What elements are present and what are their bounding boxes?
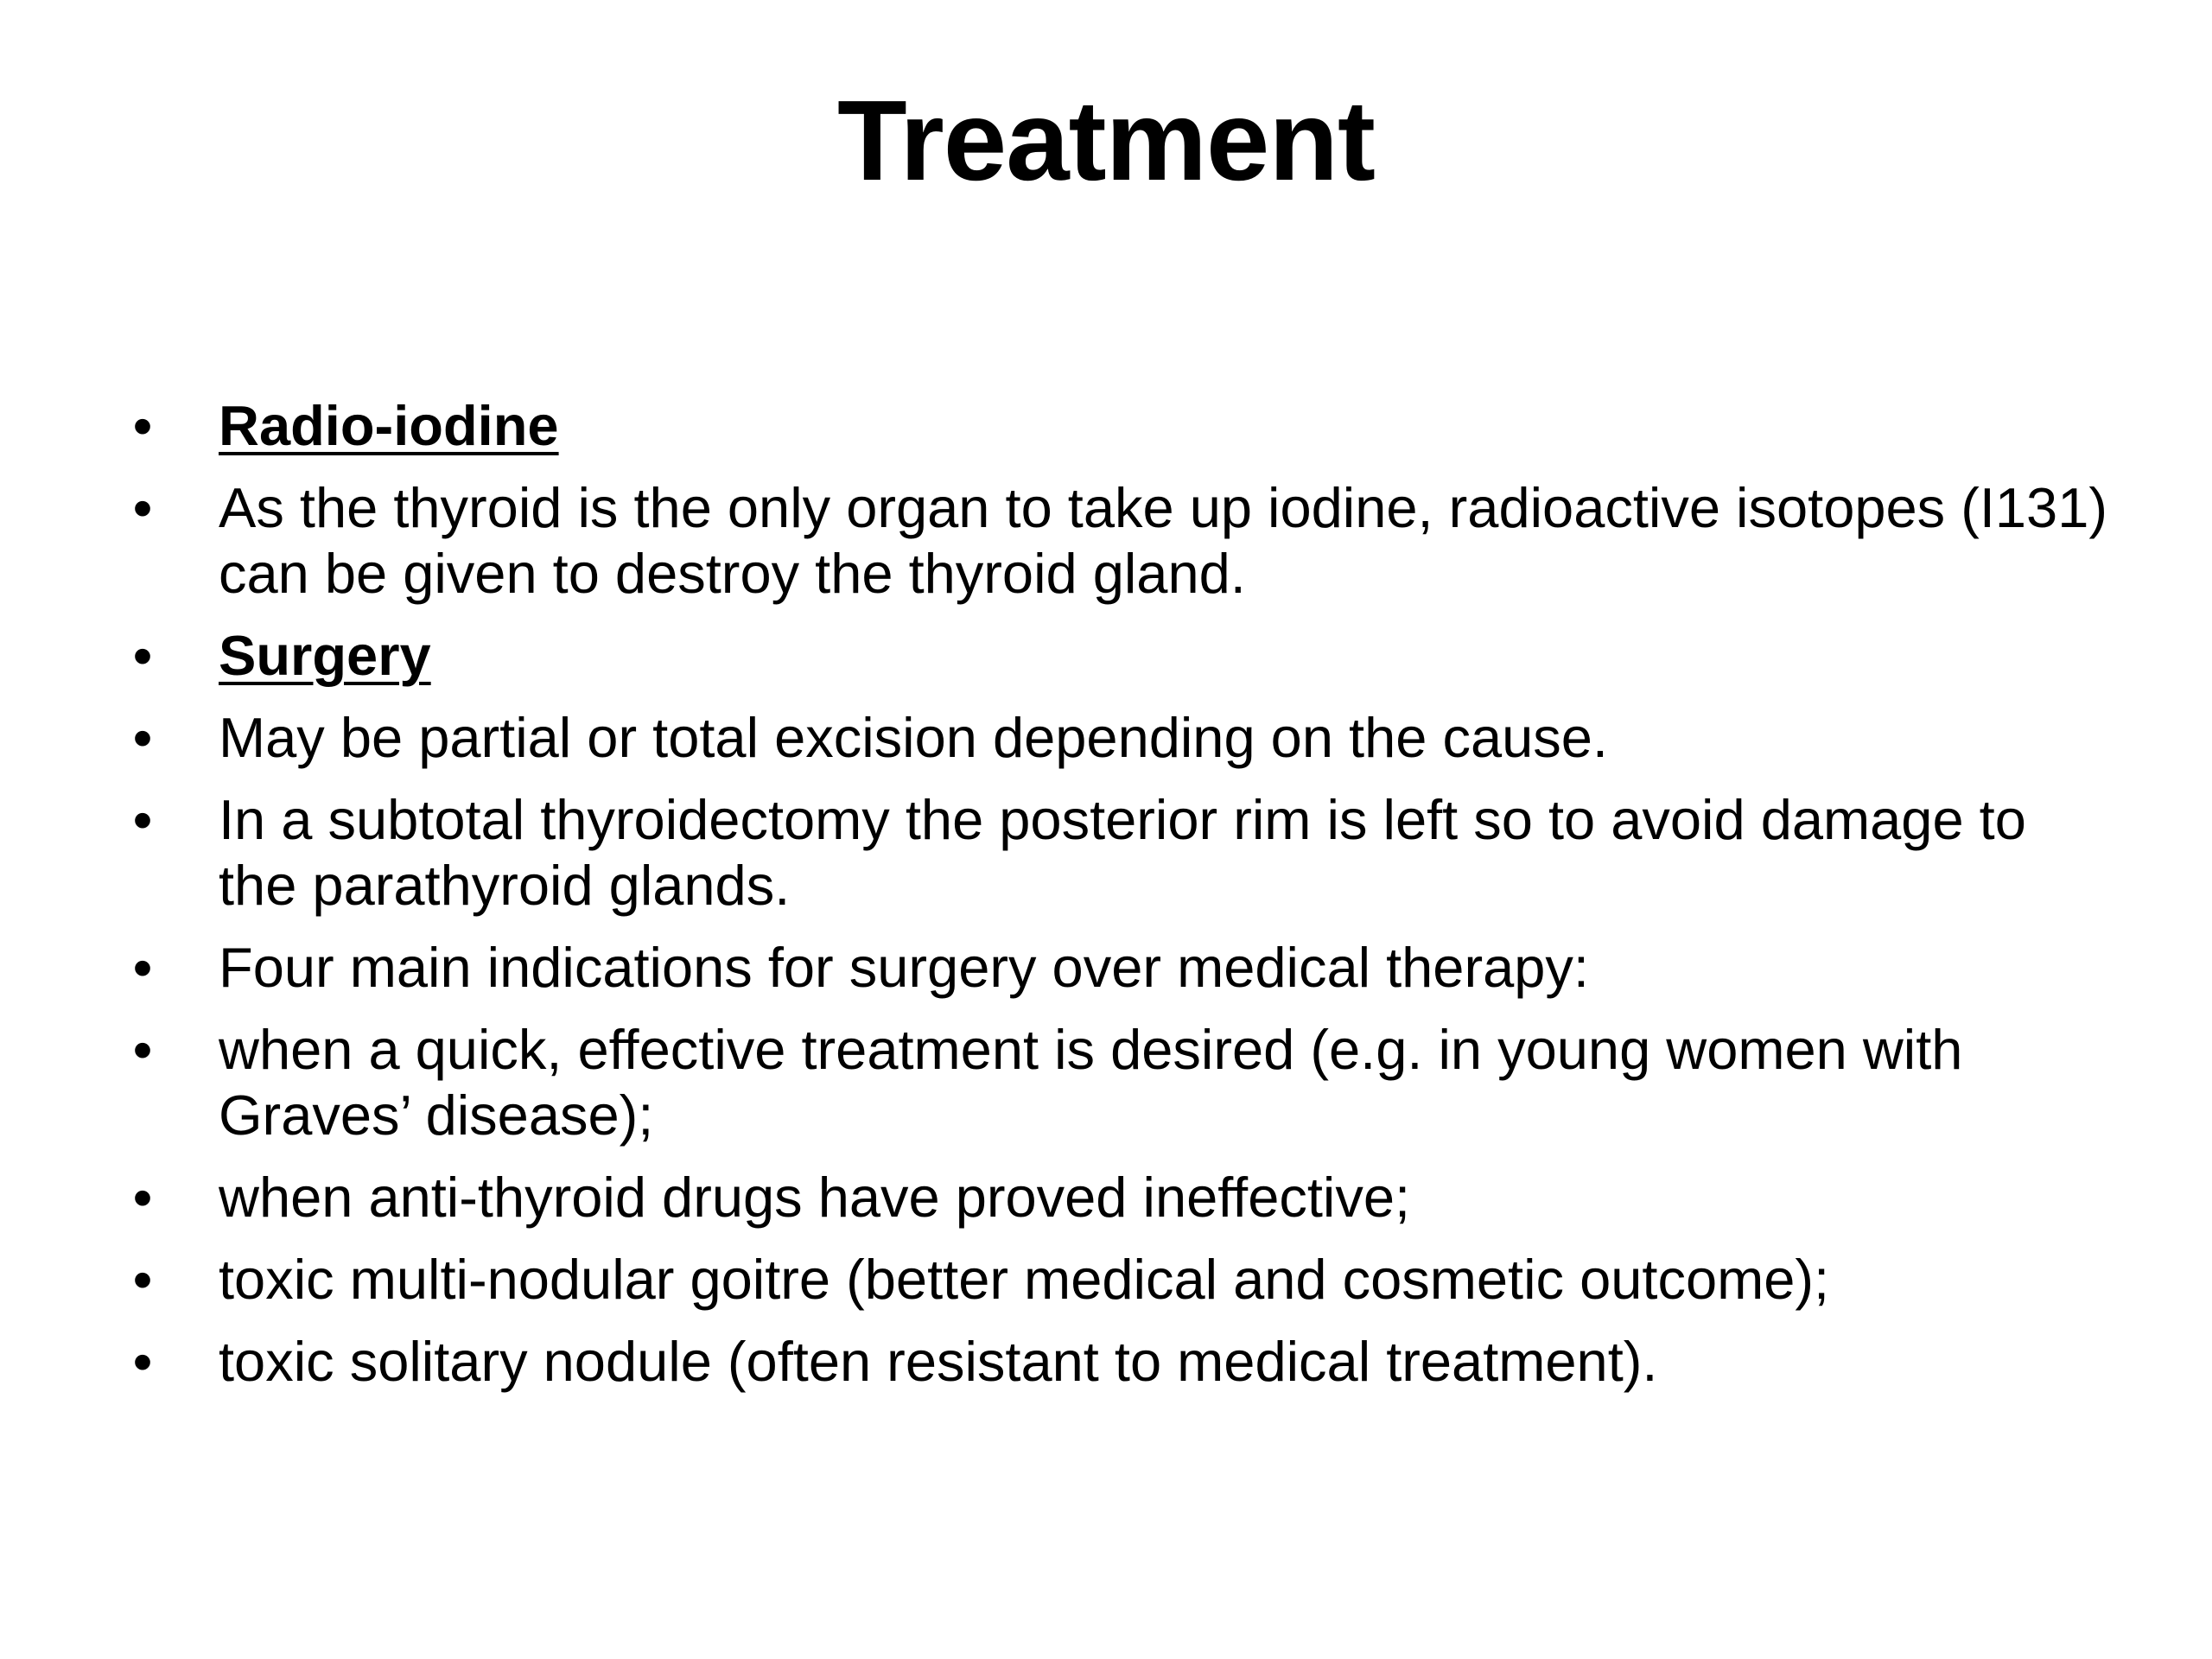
bullet-text: In a subtotal thyroidectomy the posterior rim is left so to avoid damage to the parathyroid glands. [219,788,2026,917]
bullet-icon: • [132,624,153,687]
slide-title: Treatment [837,77,1375,204]
bullet-icon: • [132,936,153,999]
bullet-icon: • [132,788,153,851]
bullet-list [130,393,2108,1411]
bullet-text: toxic solitary nodule (often resistant to medical treatment). [219,1330,1658,1393]
bullet-icon: • [132,706,153,769]
bullet-text: Four main indications for surgery over medical therapy: [219,936,1589,999]
bullet-item-radio-iodine-heading [130,393,2108,459]
bullet-text: toxic multi-nodular goitre (better medical and cosmetic outcome); [219,1248,1830,1311]
bullet-text: May be partial or total excision depending on the cause. [219,706,1608,769]
bullet-icon: • [132,1330,153,1393]
bullet-item-subtotal-thyroidectomy [130,787,2108,918]
bullet-icon: • [132,1018,153,1081]
bullet-item-drugs-ineffective [130,1165,2108,1230]
bullet-text: As the thyroid is the only organ to take up iodine, radioactive isotopes (I131) can be given to destroy the thyroid gland. [219,476,2108,605]
bullet-item-multinodular-goitre [130,1247,2108,1313]
bullet-icon: • [132,1166,153,1229]
bullet-icon: • [132,1248,153,1311]
bullet-icon: • [132,476,153,539]
bullet-item-quick-treatment [130,1017,2108,1148]
section-heading-radio-iodine: Radio-iodine [219,394,559,457]
bullet-text: when anti-thyroid drugs have proved ineffective; [219,1166,1411,1229]
bullet-item-radioactive-isotopes [130,475,2108,607]
bullet-item-indications-intro [130,935,2108,1001]
bullet-item-surgery-heading [130,623,2108,689]
bullet-item-solitary-nodule [130,1329,2108,1395]
bullet-icon: • [132,394,153,457]
section-heading-surgery: Surgery [219,624,431,687]
bullet-item-excision [130,705,2108,771]
bullet-text: when a quick, effective treatment is desired (e.g. in young women with Graves’ disease); [219,1018,1963,1147]
